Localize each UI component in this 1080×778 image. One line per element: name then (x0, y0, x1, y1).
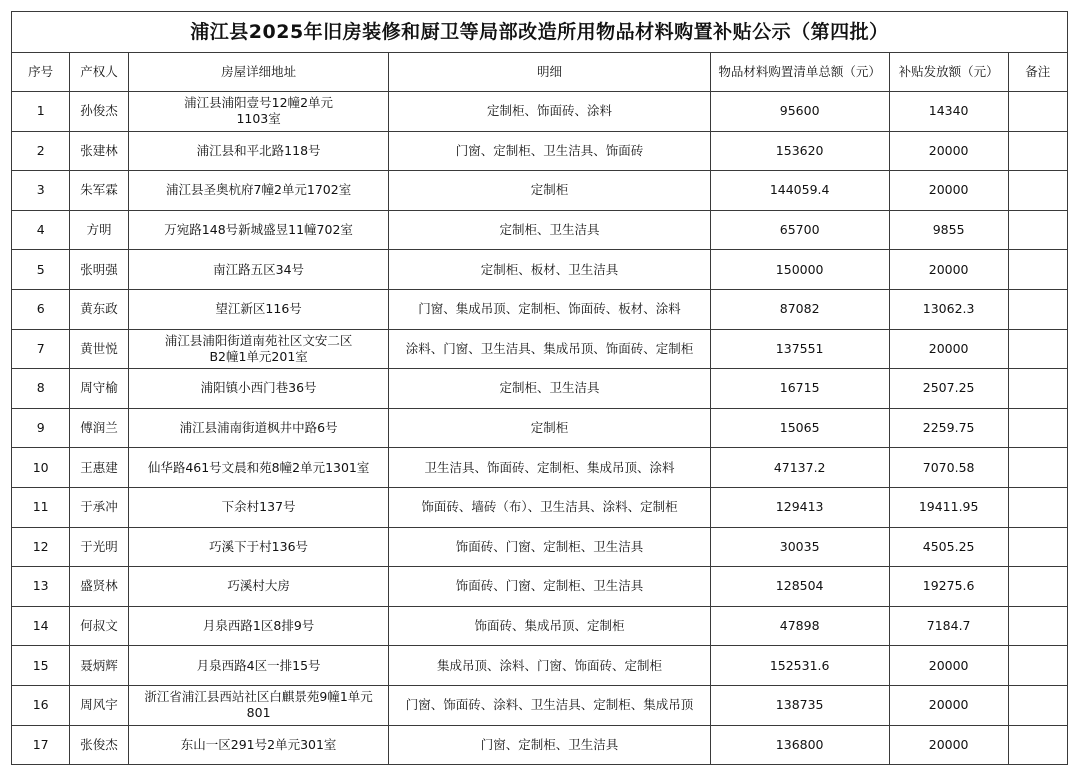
cell-note (1008, 369, 1067, 409)
cell-purchase-total: 128504 (710, 567, 889, 607)
table-row (12, 210, 1068, 250)
cell-detail: 门窗、定制柜、卫生洁具 (389, 725, 710, 765)
cell-address: 万宛路148号新城盛昱11幢702室 (128, 210, 389, 250)
cell-detail: 集成吊顶、涂料、门窗、饰面砖、定制柜 (389, 646, 710, 686)
table-row (12, 171, 1068, 211)
cell-detail: 饰面砖、门窗、定制柜、卫生洁具 (389, 567, 710, 607)
document-title: 浦江县2025年旧房装修和厨卫等局部改造所用物品材料购置补贴公示（第四批） (12, 12, 1068, 53)
cell-subsidy: 14340 (889, 92, 1008, 132)
cell-subsidy: 2259.75 (889, 408, 1008, 448)
cell-number: 3 (12, 171, 70, 211)
cell-note (1008, 250, 1067, 290)
table-row (12, 487, 1068, 527)
cell-owner: 张俊杰 (70, 725, 128, 765)
table-row (12, 685, 1068, 725)
cell-purchase-total: 65700 (710, 210, 889, 250)
cell-subsidy: 2507.25 (889, 369, 1008, 409)
column-header-note: 备注 (1008, 53, 1067, 92)
table-row (12, 606, 1068, 646)
cell-purchase-total: 144059.4 (710, 171, 889, 211)
subsidy-notice-sheet (11, 11, 1068, 765)
cell-owner: 于承冲 (70, 487, 128, 527)
cell-address: 月泉西路4区一排15号 (128, 646, 389, 686)
cell-address: 浦江县和平北路118号 (128, 131, 389, 171)
cell-detail: 门窗、集成吊顶、定制柜、饰面砖、板材、涂料 (389, 289, 710, 329)
cell-detail: 饰面砖、墙砖（布）、卫生洁具、涂料、定制柜 (389, 487, 710, 527)
cell-owner: 黄世悦 (70, 329, 128, 369)
table-row (12, 329, 1068, 369)
cell-subsidy: 13062.3 (889, 289, 1008, 329)
cell-subsidy: 19411.95 (889, 487, 1008, 527)
cell-number: 9 (12, 408, 70, 448)
cell-note (1008, 92, 1067, 132)
cell-note (1008, 646, 1067, 686)
cell-number: 13 (12, 567, 70, 607)
cell-note (1008, 329, 1067, 369)
cell-purchase-total: 129413 (710, 487, 889, 527)
cell-subsidy: 7184.7 (889, 606, 1008, 646)
cell-note (1008, 567, 1067, 607)
cell-purchase-total: 87082 (710, 289, 889, 329)
cell-number: 14 (12, 606, 70, 646)
cell-address: 巧溪下于村136号 (128, 527, 389, 567)
cell-address: 浦江县圣奥杭府7幢2单元1702室 (128, 171, 389, 211)
cell-address: 南江路五区34号 (128, 250, 389, 290)
cell-address: 浙江省浦江县西站社区白麒景苑9幢1单元 801 (128, 685, 389, 725)
column-header-owner: 产权人 (70, 53, 128, 92)
cell-owner: 于光明 (70, 527, 128, 567)
cell-purchase-total: 138735 (710, 685, 889, 725)
cell-purchase-total: 137551 (710, 329, 889, 369)
cell-owner: 傅润兰 (70, 408, 128, 448)
cell-purchase-total: 150000 (710, 250, 889, 290)
cell-owner: 盛贤林 (70, 567, 128, 607)
cell-owner: 聂炳辉 (70, 646, 128, 686)
cell-subsidy: 20000 (889, 131, 1008, 171)
table-row (12, 289, 1068, 329)
cell-note (1008, 527, 1067, 567)
cell-number: 11 (12, 487, 70, 527)
cell-subsidy: 20000 (889, 685, 1008, 725)
cell-owner: 黄东政 (70, 289, 128, 329)
cell-note (1008, 131, 1067, 171)
cell-address: 巧溪村大房 (128, 567, 389, 607)
cell-detail: 涂料、门窗、卫生洁具、集成吊顶、饰面砖、定制柜 (389, 329, 710, 369)
cell-purchase-total: 30035 (710, 527, 889, 567)
cell-address: 浦江县浦阳街道南苑社区文安二区 B2幢1单元201室 (128, 329, 389, 369)
column-header-row (12, 53, 1068, 92)
cell-detail: 卫生洁具、饰面砖、定制柜、集成吊顶、涂料 (389, 448, 710, 488)
cell-address: 东山一区291号2单元301室 (128, 725, 389, 765)
cell-note (1008, 408, 1067, 448)
cell-detail: 定制柜、卫生洁具 (389, 210, 710, 250)
cell-detail: 定制柜 (389, 171, 710, 211)
cell-subsidy: 4505.25 (889, 527, 1008, 567)
cell-owner: 张明强 (70, 250, 128, 290)
cell-detail: 饰面砖、集成吊顶、定制柜 (389, 606, 710, 646)
cell-detail: 定制柜、板材、卫生洁具 (389, 250, 710, 290)
cell-number: 5 (12, 250, 70, 290)
cell-purchase-total: 136800 (710, 725, 889, 765)
cell-number: 7 (12, 329, 70, 369)
cell-subsidy: 9855 (889, 210, 1008, 250)
cell-address: 下余村137号 (128, 487, 389, 527)
cell-note (1008, 606, 1067, 646)
cell-address: 浦江县浦阳壹号12幢2单元 1103室 (128, 92, 389, 132)
cell-subsidy: 7070.58 (889, 448, 1008, 488)
cell-purchase-total: 47898 (710, 606, 889, 646)
cell-address: 月泉西路1区8排9号 (128, 606, 389, 646)
cell-detail: 定制柜、卫生洁具 (389, 369, 710, 409)
cell-owner: 周守榆 (70, 369, 128, 409)
table-body (12, 92, 1068, 765)
cell-purchase-total: 95600 (710, 92, 889, 132)
cell-note (1008, 171, 1067, 211)
table-row (12, 369, 1068, 409)
cell-detail: 饰面砖、门窗、定制柜、卫生洁具 (389, 527, 710, 567)
subsidy-table (11, 11, 1068, 765)
cell-detail: 定制柜、饰面砖、涂料 (389, 92, 710, 132)
table-row (12, 250, 1068, 290)
cell-address: 浦江县浦南街道枫井中路6号 (128, 408, 389, 448)
table-row (12, 408, 1068, 448)
cell-note (1008, 685, 1067, 725)
cell-number: 15 (12, 646, 70, 686)
cell-purchase-total: 47137.2 (710, 448, 889, 488)
column-header-purchase-total: 物品材料购置清单总额（元） (710, 53, 889, 92)
cell-number: 17 (12, 725, 70, 765)
cell-subsidy: 20000 (889, 646, 1008, 686)
cell-owner: 张建林 (70, 131, 128, 171)
table-row (12, 131, 1068, 171)
cell-subsidy: 19275.6 (889, 567, 1008, 607)
cell-subsidy: 20000 (889, 250, 1008, 290)
cell-detail: 定制柜 (389, 408, 710, 448)
cell-note (1008, 289, 1067, 329)
column-header-subsidy: 补贴发放额（元） (889, 53, 1008, 92)
cell-subsidy: 20000 (889, 329, 1008, 369)
table-row (12, 448, 1068, 488)
cell-address: 望江新区116号 (128, 289, 389, 329)
table-row (12, 92, 1068, 132)
column-header-detail: 明细 (389, 53, 710, 92)
cell-owner: 孙俊杰 (70, 92, 128, 132)
cell-subsidy: 20000 (889, 725, 1008, 765)
cell-number: 4 (12, 210, 70, 250)
cell-number: 12 (12, 527, 70, 567)
cell-number: 16 (12, 685, 70, 725)
cell-detail: 门窗、定制柜、卫生洁具、饰面砖 (389, 131, 710, 171)
cell-detail: 门窗、饰面砖、涂料、卫生洁具、定制柜、集成吊顶 (389, 685, 710, 725)
cell-number: 10 (12, 448, 70, 488)
table-row (12, 725, 1068, 765)
cell-address: 仙华路461号文晨和苑8幢2单元1301室 (128, 448, 389, 488)
cell-number: 8 (12, 369, 70, 409)
cell-owner: 方明 (70, 210, 128, 250)
cell-number: 6 (12, 289, 70, 329)
cell-purchase-total: 153620 (710, 131, 889, 171)
cell-number: 2 (12, 131, 70, 171)
cell-number: 1 (12, 92, 70, 132)
column-header-number: 序号 (12, 53, 70, 92)
table-row (12, 567, 1068, 607)
cell-address: 浦阳镇小西门巷36号 (128, 369, 389, 409)
cell-purchase-total: 16715 (710, 369, 889, 409)
cell-subsidy: 20000 (889, 171, 1008, 211)
cell-note (1008, 487, 1067, 527)
table-row (12, 527, 1068, 567)
cell-owner: 周风宇 (70, 685, 128, 725)
table-row (12, 646, 1068, 686)
column-header-address: 房屋详细地址 (128, 53, 389, 92)
cell-purchase-total: 152531.6 (710, 646, 889, 686)
cell-owner: 何叔文 (70, 606, 128, 646)
cell-purchase-total: 15065 (710, 408, 889, 448)
cell-note (1008, 210, 1067, 250)
cell-note (1008, 448, 1067, 488)
cell-owner: 朱军霖 (70, 171, 128, 211)
cell-note (1008, 725, 1067, 765)
cell-owner: 王惠建 (70, 448, 128, 488)
